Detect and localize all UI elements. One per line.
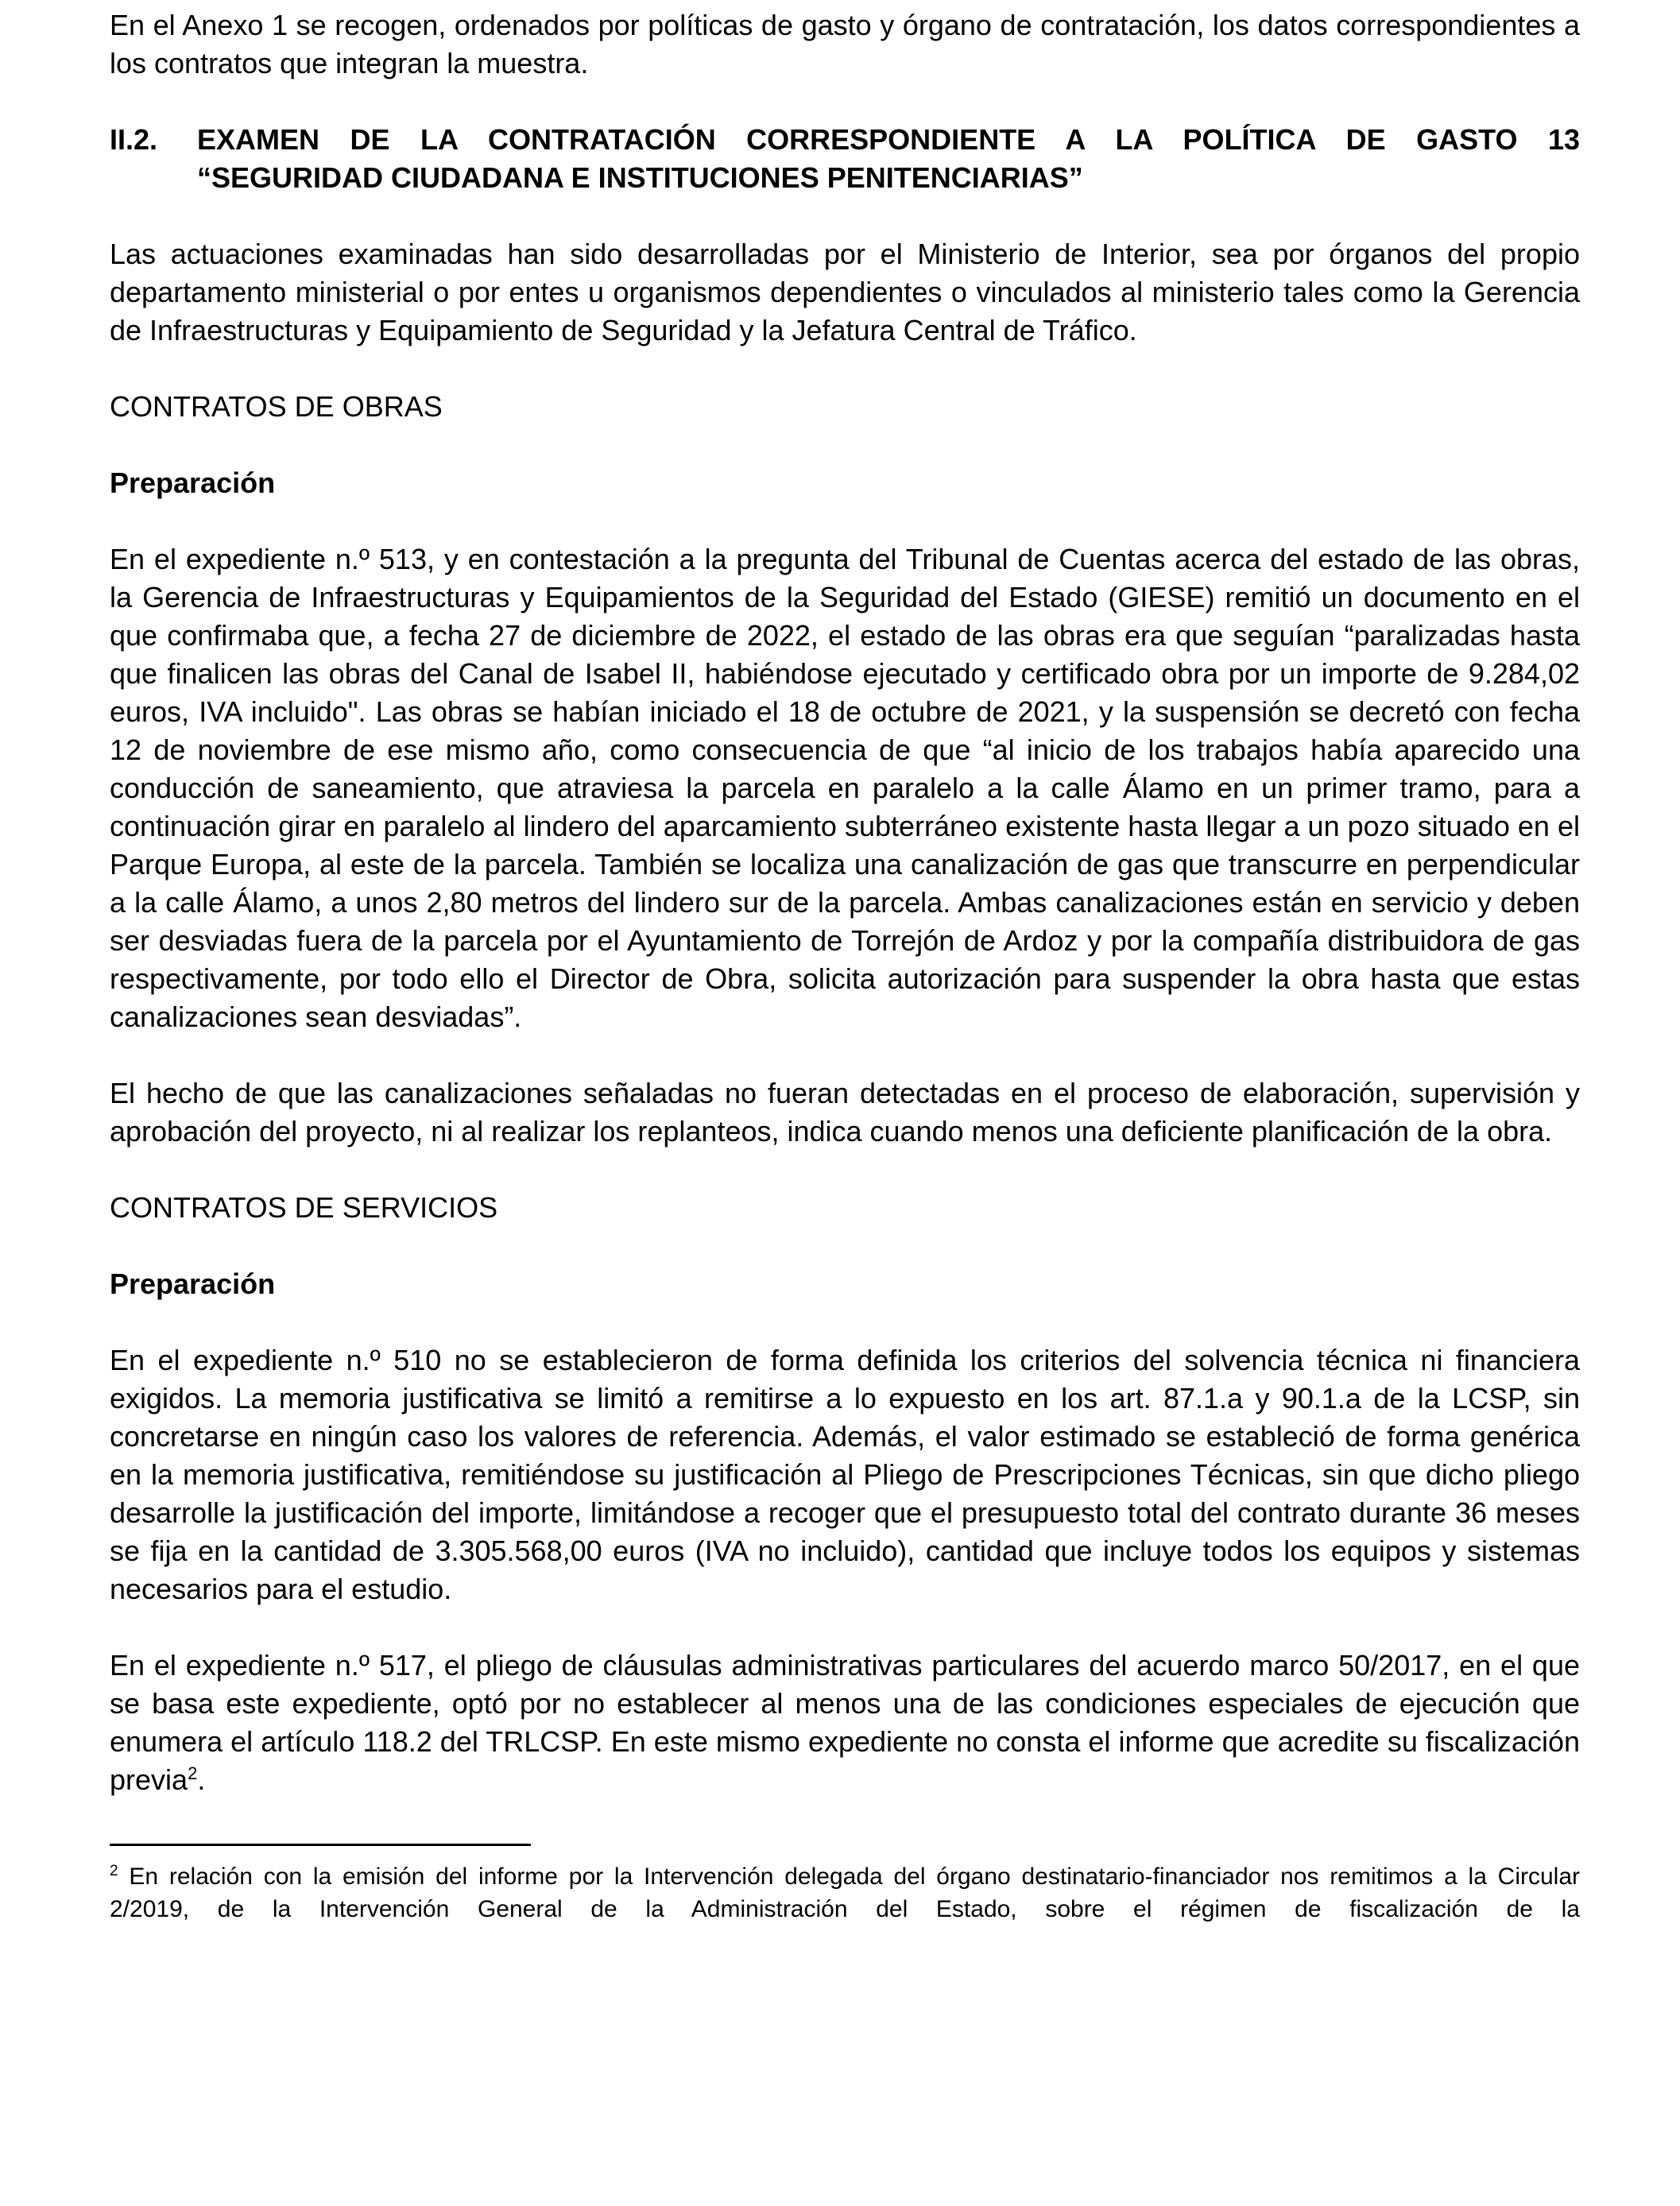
paragraph-expediente-513: En el expediente n.º 513, y en contestación a la pregunta del Tribunal de Cuentas acerca del estado de las obras, la Gerencia de Infraestructuras y Equipamientos de la Seguridad del Estado (GIESE) remitió un documento en el que confirmaba que, a fecha 27 de diciembre de 2022, el estado de las obras era que seguían “paralizadas hasta que finalicen las obras del Canal de Isabel II, habiéndose ejecutado y certificado obra por un importe de 9.284,02 euros, IVA incluido". Las obras se habían iniciado el 18 de octubre de 2021, y la suspensión se decretó con fecha 12 de noviembre de ese mismo año, como consecuencia de que “al inicio de los trabajos había aparecido una conducción de saneamiento, que atraviesa la parcela en paralelo a la calle Álamo en un primer tramo, para a continuación girar en paralelo al lindero del aparcamiento subterráneo existente hasta llegar a un pozo situado en el Parque Europa, al este de la parcela. También se localiza una canalización de gas que transcurre en perpendicular a la calle Álamo, a unos 2,80 metros del lindero sur de la parcela. Ambas canalizaciones están en servicio y deben ser desviadas fuera de la parcela por el Ayuntamiento de Torrejón de Ardoz y por la compañía distribuidora de gas respectivamente, por todo ello el Director de Obra, solicita autorización para suspender la obra hasta que estas canalizaciones sean desviadas”. [110, 543, 1580, 1033]
paragraph-canalizaciones: El hecho de que las canalizaciones señaladas no fueran detectadas en el proceso de elaboración, supervisión y aprobación del proyecto, ni al realizar los replanteos, indica cuando menos una deficiente planificación de la obra. [110, 1077, 1580, 1148]
footnote-area [110, 1844, 1580, 1925]
heading-ii2-line-1: EXAMEN DE LA CONTRATACIÓN CORRESPONDIENTE A LA POLÍTICA DE GASTO 13 [197, 123, 1580, 156]
heading-ii2 [110, 121, 1580, 197]
section-contratos-de-obras: CONTRATOS DE OBRAS [110, 390, 443, 423]
footnote-separator-rule [110, 1844, 531, 1846]
paragraph-expediente-517-period: . [197, 1763, 206, 1796]
heading-ii2-text [197, 121, 1580, 197]
footnote-2-marker: 2 [110, 1863, 118, 1879]
paragraph-expediente-510: En el expediente n.º 510 no se establecieron de forma definida los criterios del solvencia técnica ni financiera exigidos. La memoria justificativa se limitó a remitirse a lo expuesto en los art. 87.1.a y 90.1.a de la LCSP, sin concretarse en ningún caso los valores de referencia. Además, el valor estimado se estableció de forma genérica en la memoria justificativa, remitiéndose su justificación al Pliego de Prescripciones Técnicas, sin que dicho pliego desarrolle la justificación del importe, limitándose a recoger que el presupuesto total del contrato durante 36 meses se fija en la cantidad de 3.305.568,00 euros (IVA no incluido), cantidad que incluye todos los equipos y sistemas necesarios para el estudio. [110, 1344, 1580, 1605]
heading-ii2-line-2: “SEGURIDAD CIUDADANA E INSTITUCIONES PENITENCIARIAS” [197, 161, 1083, 194]
heading-ii2-number: II.2. [110, 123, 158, 156]
subheading-preparacion-obras: Preparación [110, 466, 276, 499]
section-contratos-de-servicios: CONTRATOS DE SERVICIOS [110, 1191, 498, 1224]
subheading-preparacion-servicios: Preparación [110, 1267, 276, 1300]
paragraph-actuaciones: Las actuaciones examinadas han sido desarrolladas por el Ministerio de Interior, sea por órganos del propio departamento ministerial o por entes u organismos dependientes o vinculados al ministerio tales como la Gerencia de Infraestructuras y Equipamiento de Seguridad y la Jefatura Central de Tráfico. [110, 238, 1580, 346]
paragraph-expediente-517 [110, 1647, 1580, 1799]
paragraph-anexo-1: En el Anexo 1 se recogen, ordenados por políticas de gasto y órgano de contratación, los datos correspondientes a los contratos que integran la muestra. [110, 9, 1580, 79]
footnote-2-text: En relación con la emisión del informe por la Intervención delegada del órgano destinatario-financiador nos remitimos a la Circular 2/2019, de la Intervención General de la Administración del Estado, sobre el régimen de fiscalización de la [110, 1863, 1581, 1922]
paragraph-expediente-517-text: En el expediente n.º 517, el pliego de cláusulas administrativas particulares del acuerdo marco 50/2017, en el que se basa este expediente, optó por no establecer al menos una de las condiciones especiales de ejecución que enumera el artículo 118.2 del TRLCSP. En este mismo expediente no consta el informe que acredite su fiscalización previa [110, 1649, 1580, 1796]
footnote-2 [110, 1860, 1580, 1925]
footnote-reference-2: 2 [188, 1763, 198, 1783]
